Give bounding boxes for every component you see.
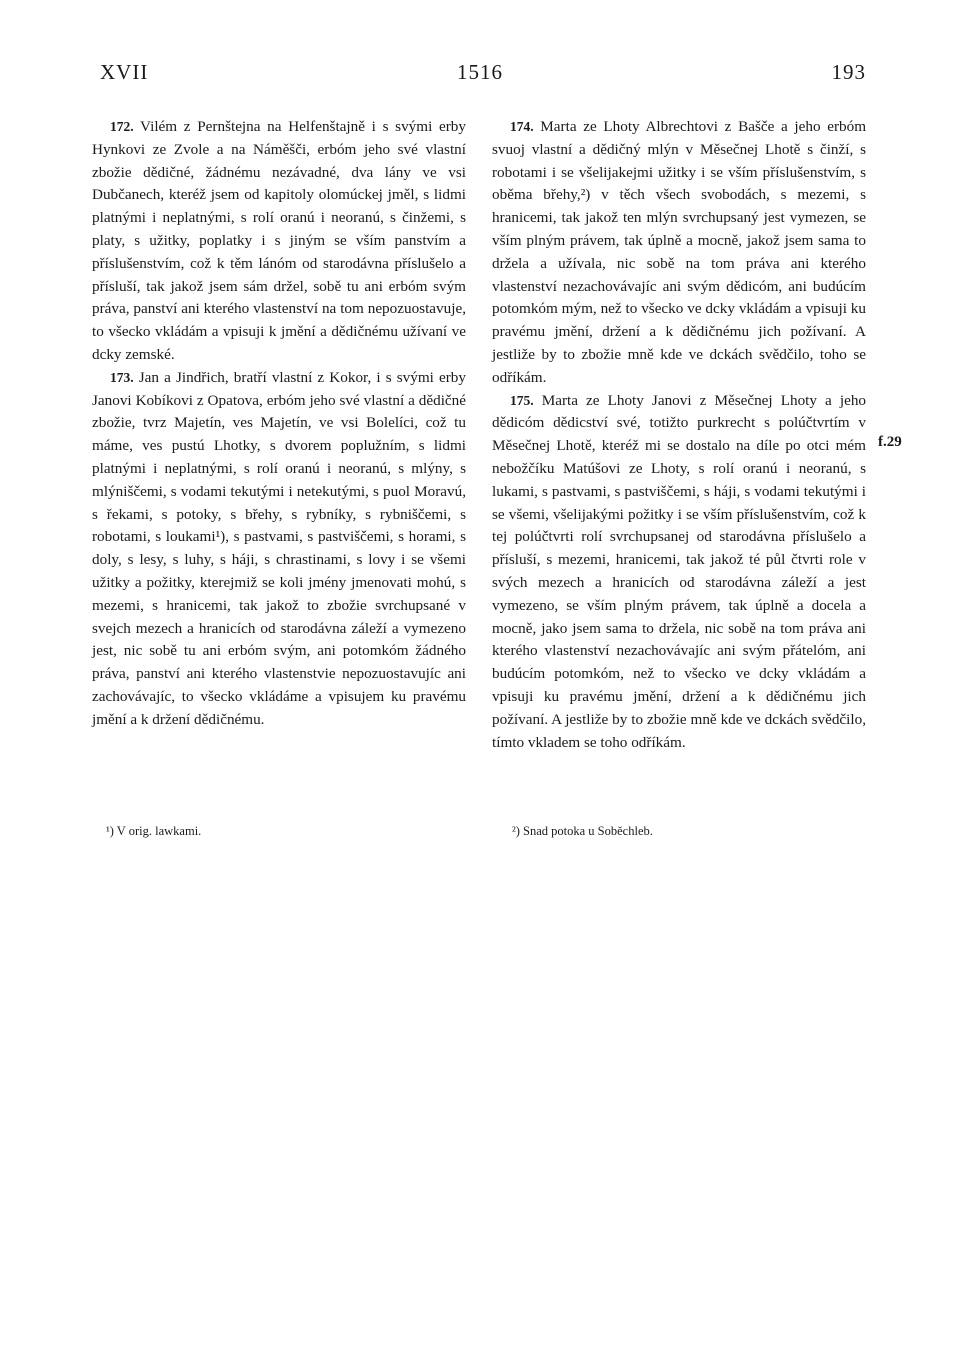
entry-173 [92,367,466,732]
entry-172 [92,116,466,367]
entry-text: Marta ze Lhoty Albrechtovi z Bašče a jeho erbóm svuoj vlastní a dědičný mlýn v Měsečnej Lhotě s činží, s robotami i se všelijakejmi užitky i se vším příslušenstvím, s oběma břehy,²) v těch všech svobodách, s mezemi, s hranicemi, tak jakož ten mlýn svrchupsaný jest vymezen, se vším plným právem, tak úplně a mocně, jakož jsem sama to držela a užívala, nic sobě na tom práva ani kterého vlastenství nezachovávajíc ani svým dědicóm, ani budúcím potomkóm mým, než to všecko ve dcky vkládám a vpisuji ku pravému jmění, držení a k dědičnému jich požívaní. A jestliže by to zbožie mně kde ve dckách svědčilo, toho se odříkám. [492,118,867,386]
footnote-2: ²) Snad potoka u Soběchleb. [512,824,653,838]
entry-number: 173. [110,369,134,385]
entry-number: 174. [510,119,534,134]
page-number: 193 [831,60,866,84]
page-header-year: 1516 [457,60,503,84]
entry-text: Jan a Jindřich, bratří vlastní z Kokor, i s svými erby Janovi Kobíkovi z Opatova, erbóm jeho své vlastní a dědičné zbožie, tvrz Majetín, ves Majetín, ve vsi Bolelíci, což tu máme, ves pustú Lhotky, s dvorem poplužním, s lidmi platnými i neplatnými, s rolí oranú i neoranú, s mlýny, s mlýniščemi, s vodami tekutými i netekutými, s puol Moravú, s řekami, s potoky, s břehy, s rybníky, s rybniščemi, s robotami, s loukami¹), s pastvami, s pastviščemi, s horami, s doly, s lesy, s luhy, s háji, s chrastinami, s lovy i se všemi užitky a požitky, kterejmiž se koli jmény jmenovati mohú, s mezemi, s hranicemi, tak jakož to zbožie svrchupsané v svejch mezech a hranicích od starodávna záleží a vymezeno jest, nic sobě tu ani erbóm svým, ani potomkóm žádného práva, panství ani kterého vlastenstvie nepozuostavujíc ani zachovávajíc, to všecko vkládáme a vpisujem ku pravému jmění a k držení dědičnému. [92,368,466,728]
entry-text: Vilém z Pernštejna na Helfenštajně i s svými erby Hynkovi ze Zvole a na Náměšči, erbóm jeho své vlastní zbožie dědičné, žádnému nezávadné, dva lány ve vsi Dubčanech, kteréž jsem od kapitoly olomúckej jměl, s lidmi platnými i neplatnými, s rolí oranú i neoranú, s činžemi, s platy, s užitky, poplatky i s jiným se vším panstvím a příslušenstvím, což k těm lánóm od starodávna příslušelo a přísluší, tak jakož jsem sám držel, sobě tu ani erbóm svým práva, panství ani kterého vlastenství na tom nepozuostavuje, to všecko vkládám a vpisuji k jmění a dědičnému užívaní ve dcky zemské. [92,118,466,363]
entry-number: 175. [510,392,534,408]
page-header-roman: XVII [100,60,149,84]
right-column [492,116,866,754]
folio-margin-note: f.29 [878,434,902,450]
entry-174 [492,116,866,390]
left-column [92,116,466,732]
entry-175 [492,390,866,755]
footnote-1: ¹) V orig. lawkami. [106,824,202,838]
entry-number: 172. [110,119,134,134]
entry-text: Marta ze Lhoty Janovi z Měsečnej Lhoty a jeho dědicóm dědicství své, totižto purkrecht s polúčtvrtím v Měsečnej Lhotě, kteréž mi se dostalo na díle po otci mém nebožčíku Matúšovi ze Lhoty, s rolí oranú i neoranú, s lukami, s pastvami, s pastviščemi, s háji, s vodami tekutými i se všemi, všelijakými požitky i se vším příslušenstvím, což k tej polúčtvrti rolí svrchupsanej od starodávna příslušelo a přísluší, s mezemi, hranicemi, tak jakož té půl čtvrti role v svých mezech a hranicích od starodávna záleží a jest vymezeno, se vším plným právem, tak úplně a docela a mocně, jako jsem sama to držela, nic sobě na tom práva ani kterého vlastenství nezachovávajíc ani svým přátelóm, ani budúcím potomkóm, než to všecko ve dcky vkládám a vpisuji ku pravému jmění, držení a k dědičnému jich požívaní. A jestliže by to zbožie mně kde ve dckách svědčilo, tímto vkladem se toho odříkám. [492,391,867,751]
